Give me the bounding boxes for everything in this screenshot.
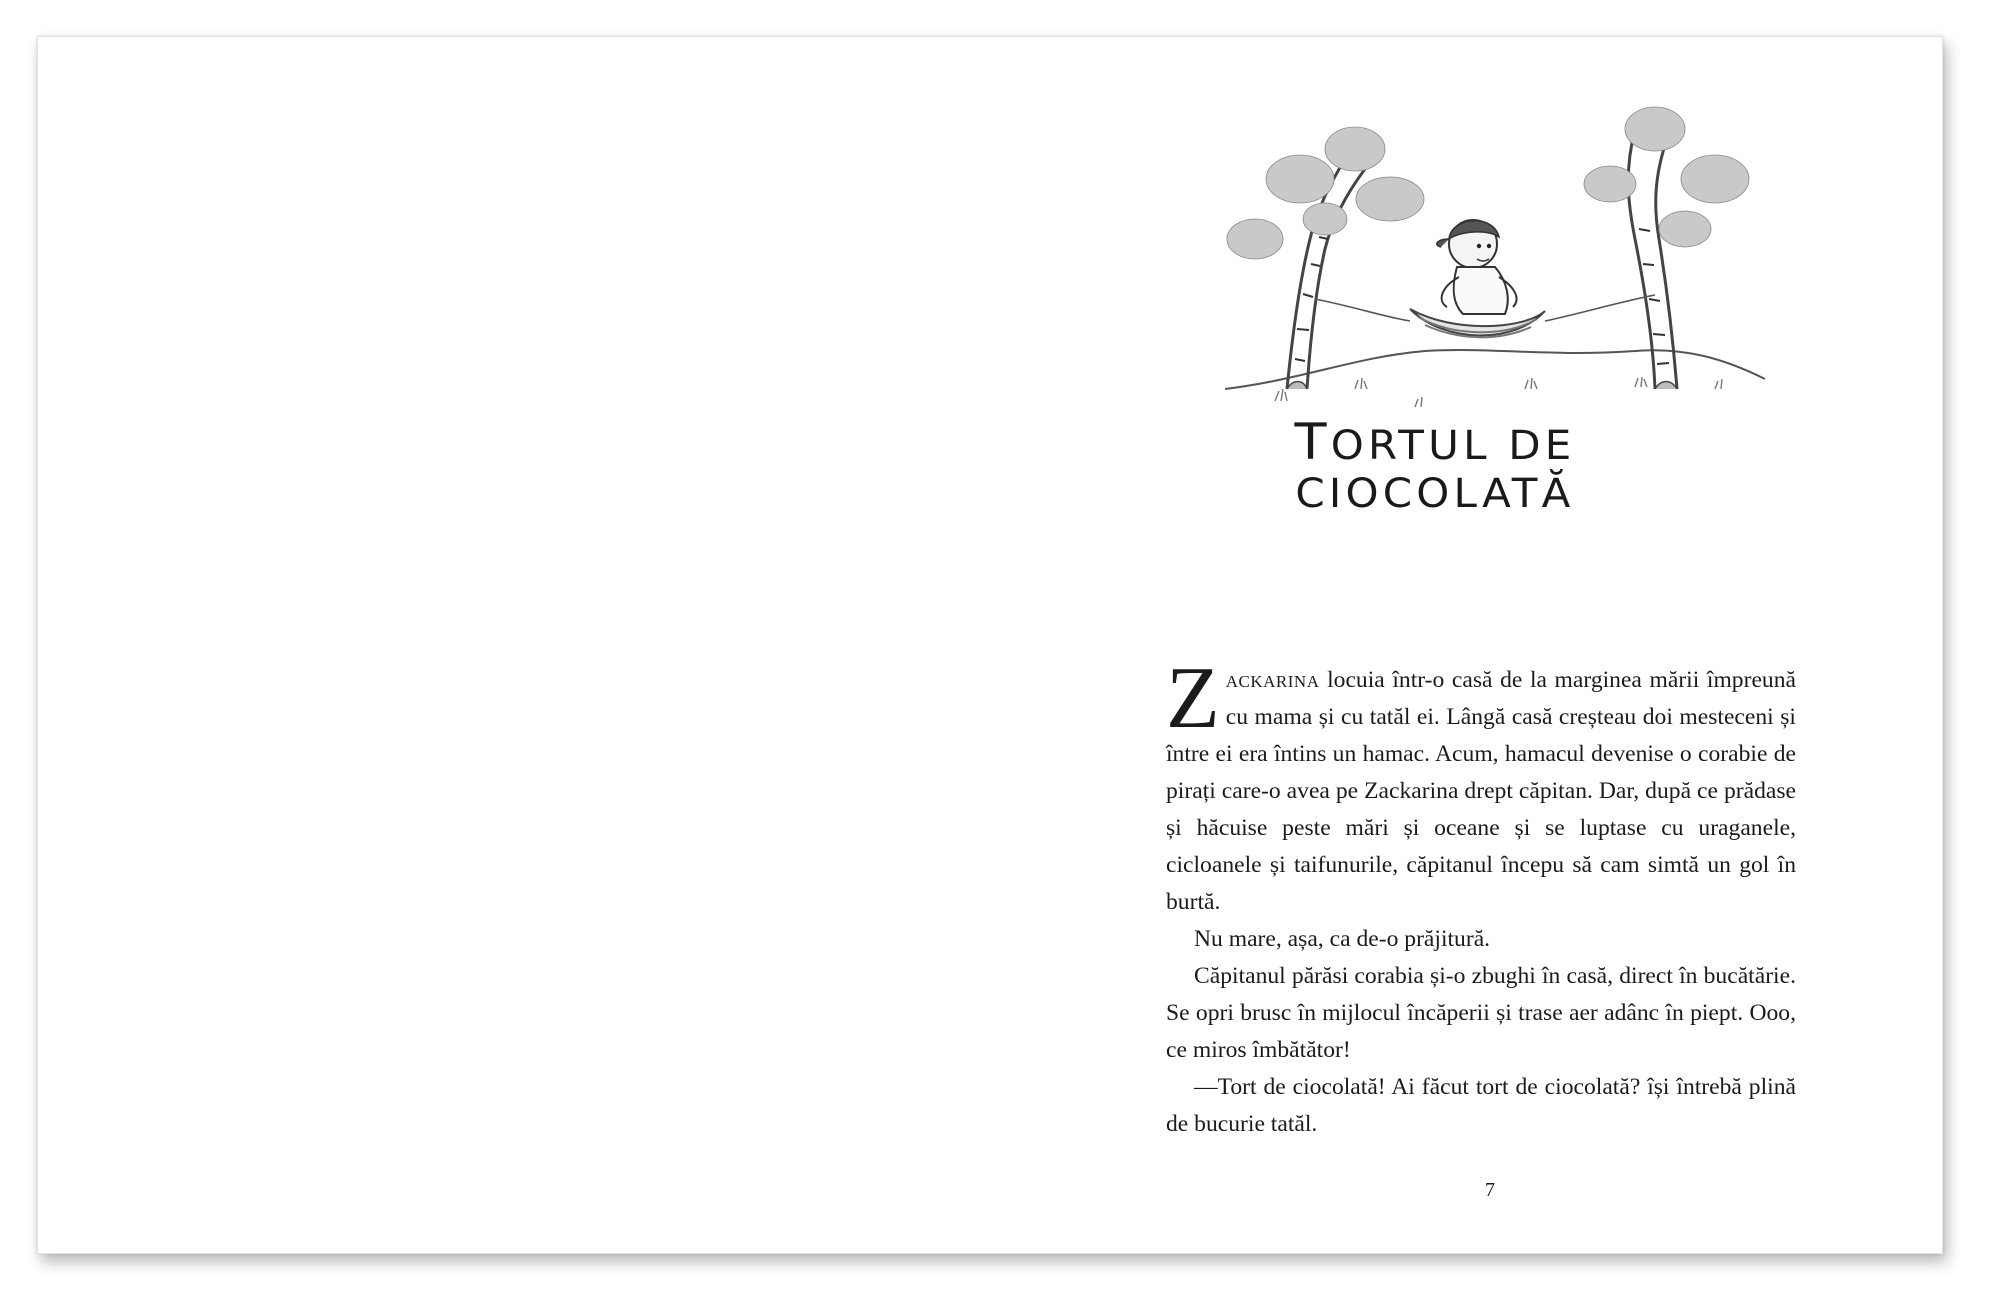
book-spread	[37, 36, 1943, 1254]
chapter-title	[1157, 413, 1714, 517]
hammock-illustration	[1215, 89, 1775, 439]
chapter-body-text	[1166, 650, 1796, 1143]
paragraph-1-text: locuia într-o casă de la marginea mării împreună cu mama și cu tatăl ei. Lângă casă creșteau doi mesteceni și între ei era întins un hamac. Acum, hamacul devenise o corabie de pirați care-o avea pe Zackarina drept căpitan. Dar, după ce prădase și hăcuise peste mări și oceane și se luptase cu uraganele, cicloanele și taifunurile, căpitanul începu să cam simtă un gol în burtă.	[1166, 667, 1796, 915]
chapter-title-rest: ORTUL DE CIOCOLATĂ	[1295, 423, 1576, 517]
first-word-smallcaps: ackarina	[1225, 667, 1320, 693]
paragraph-2: Nu mare, așa, ca de-o prăjitură.	[1194, 926, 1491, 952]
drop-cap: Z	[1166, 650, 1220, 747]
chapter-title-initial: T	[1294, 413, 1331, 471]
paragraph-4: —Tort de ciocolată! Ai făcut tort de ciocolată? își întrebă plină de bucurie tatăl.	[1166, 1074, 1796, 1137]
right-page	[990, 37, 1942, 1253]
paragraph-3: Căpitanul părăsi corabia și-o zbughi în casă, direct în bucătărie. Se opri brusc în mijlocul încăperii și trase aer adânc în piept. Ooo, ce miros îmbătător!	[1166, 963, 1796, 1063]
page-number: 7	[1485, 1179, 1495, 1201]
paragraph-1	[1166, 650, 1796, 921]
left-page-blank	[38, 37, 990, 1253]
